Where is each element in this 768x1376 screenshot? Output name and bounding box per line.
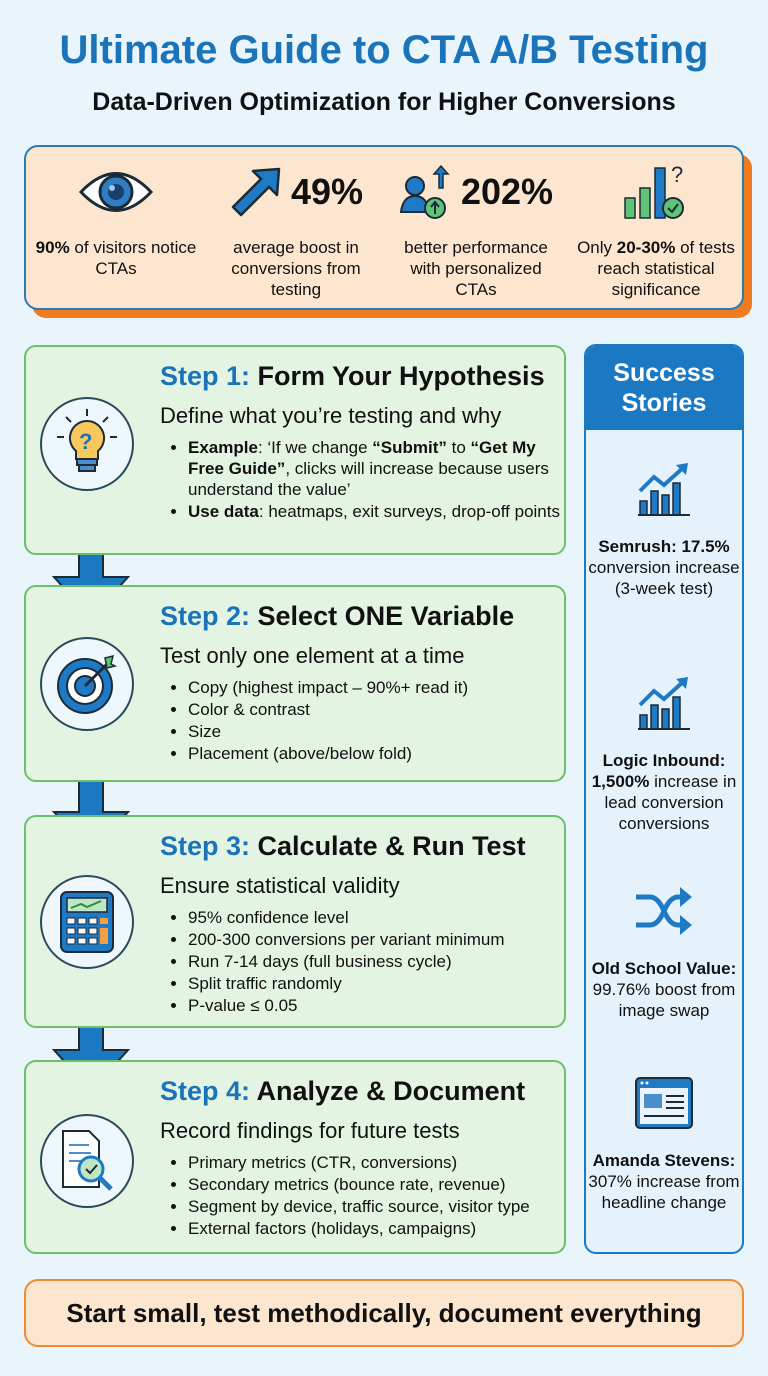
growth-chart-icon	[636, 461, 692, 517]
arrow-up-right-icon	[229, 165, 283, 219]
calculator-icon	[57, 890, 117, 954]
bullet: • Placement (above/below fold)	[188, 743, 560, 764]
bullet: • External factors (holidays, campaigns)	[188, 1218, 560, 1239]
story-title: Amanda Stevens:	[592, 1151, 736, 1170]
step-icon-circle	[40, 1114, 134, 1208]
story-old-school-value	[586, 876, 742, 1021]
story-amanda-stevens	[586, 1068, 742, 1213]
step-title: Step 1: Form Your Hypothesis	[160, 361, 545, 391]
stat-significance	[566, 147, 746, 308]
step-1-card	[24, 345, 566, 555]
step-subtitle: Define what you’re testing and why	[160, 403, 502, 428]
step-2-card	[24, 585, 566, 782]
step-bullets	[188, 677, 560, 765]
personalized-user-icon	[399, 164, 453, 220]
step-icon-circle	[40, 637, 134, 731]
page-title: Ultimate Guide to CTA A/B Testing	[59, 28, 709, 72]
document-magnifier-icon	[55, 1129, 119, 1193]
step-title: Step 4: Analyze & Document	[160, 1076, 526, 1106]
eye-icon	[78, 167, 154, 217]
stat-value: 90%	[35, 238, 70, 257]
story-text: 99.76% boost from image swap	[592, 980, 736, 1020]
footer-banner: Start small, test methodically, document everything	[24, 1279, 744, 1347]
stat-boost	[206, 147, 386, 308]
step-subtitle: Test only one element at a time	[160, 643, 465, 668]
step-bullets	[188, 907, 560, 1017]
bullet: • P-value ≤ 0.05	[188, 995, 560, 1016]
growth-chart-icon	[636, 675, 692, 731]
stat-value: 49%	[290, 171, 364, 212]
bullet: • Copy (highest impact – 90%+ read it)	[188, 677, 560, 698]
sidebar-title: Success Stories	[586, 346, 742, 430]
stat-label: average boost in conversions from testing	[231, 238, 361, 299]
bullet: • Primary metrics (CTR, conversions)	[188, 1152, 560, 1173]
stat-value: 202%	[460, 171, 554, 212]
bullet: • Size	[188, 721, 560, 742]
stats-panel	[24, 145, 744, 310]
stat-label: better performance with personalized CTAs	[404, 238, 548, 299]
story-text: conversion increase (3-week test)	[588, 558, 740, 598]
step-subtitle: Ensure statistical validity	[160, 873, 400, 898]
stat-label: of visitors notice CTAs	[69, 238, 197, 278]
story-title: Old School Value:	[591, 959, 737, 978]
svg-text:?: ?	[79, 429, 93, 454]
step-bullets	[188, 1152, 560, 1240]
lightbulb-question-icon	[52, 407, 122, 481]
stat-value: 20-30%	[616, 238, 676, 257]
story-text: increase in lead conversion conversions	[604, 772, 737, 833]
step-title: Step 3: Calculate & Run Test	[160, 831, 526, 861]
bullet: • Run 7-14 days (full business cycle)	[188, 951, 560, 972]
bullet-use-data: • Use data: heatmaps, exit surveys, drop-off points	[188, 501, 560, 522]
story-text: 307% increase from headline change	[588, 1172, 740, 1212]
bullet-example: • Example: ‘If we change “Submit” to “Get My Free Guide”, clicks will increase because users understand the value’	[188, 437, 560, 500]
stat-visitors	[26, 147, 206, 308]
bullet: • 95% confidence level	[188, 907, 560, 928]
story-title: Logic Inbound: 1,500%	[591, 751, 726, 791]
step-bullets	[188, 437, 560, 523]
story-title: Semrush: 17.5%	[598, 537, 730, 556]
shuffle-icon	[634, 885, 694, 937]
bullet: • Segment by device, traffic source, visitor type	[188, 1196, 560, 1217]
story-semrush	[586, 454, 742, 599]
success-stories-sidebar	[584, 344, 744, 1254]
target-icon	[55, 652, 119, 716]
step-4-card	[24, 1060, 566, 1254]
bullet: • Color & contrast	[188, 699, 560, 720]
step-icon-circle	[40, 397, 134, 491]
step-icon-circle	[40, 875, 134, 969]
bullet: • Secondary metrics (bounce rate, revenue)	[188, 1174, 560, 1195]
page-subtitle: Data-Driven Optimization for Higher Conversions	[92, 88, 676, 116]
bar-chart-check-icon	[621, 162, 691, 222]
step-3-card	[24, 815, 566, 1028]
webpage-icon	[634, 1076, 694, 1130]
bullet: • Split traffic randomly	[188, 973, 560, 994]
step-title: Step 2: Select ONE Variable	[160, 601, 515, 631]
stat-label-prefix: Only	[577, 238, 617, 257]
stat-label: of tests reach statistical significance	[597, 238, 735, 299]
step-subtitle: Record findings for future tests	[160, 1118, 460, 1143]
bullet: • 200-300 conversions per variant minimum	[188, 929, 560, 950]
stat-personalized	[386, 147, 566, 308]
svg-text:?: ?	[671, 162, 684, 187]
story-logic-inbound	[586, 668, 742, 834]
